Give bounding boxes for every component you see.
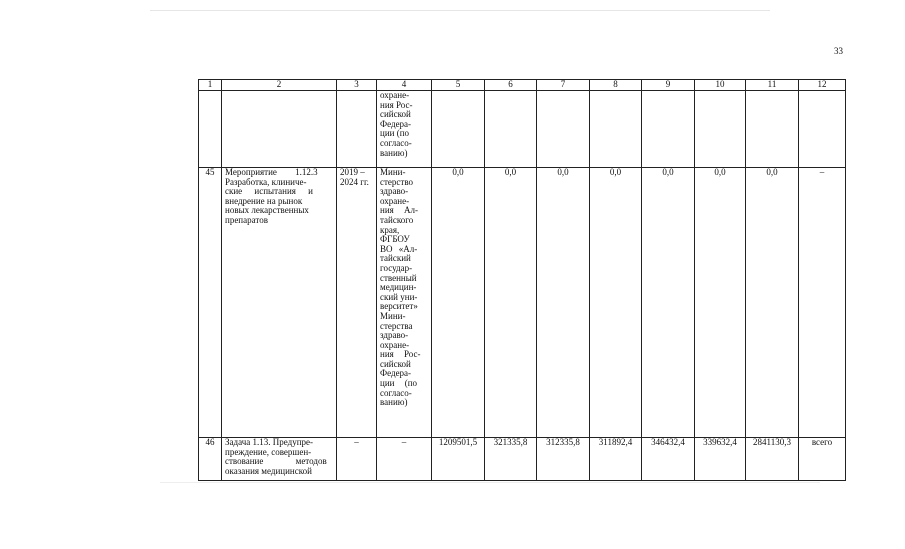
cell-value: 1209501,5 [432,438,485,481]
text-line: Федера- [380,118,412,129]
cell-source [799,91,846,168]
cell-value [642,91,695,168]
header-cell-12: 12 [799,80,846,91]
text-line: ванию) [380,147,408,158]
text-line: охране- [380,90,410,100]
cell-executor [377,91,432,168]
header-cell-3: 3 [337,80,377,91]
scan-artifact-top [150,10,770,11]
text-line: Мероприятие 1.12.3 [225,167,318,177]
text-line: края, [380,224,400,235]
text-line: здраво- [380,330,409,341]
header-cell-9: 9 [642,80,695,91]
text-line: тайский [380,253,411,264]
cell-value: 0,0 [746,168,799,438]
cell-value: 311892,4 [590,438,642,481]
cell-name [222,438,337,481]
cell-name [222,168,337,438]
cell-value: 339632,4 [695,438,746,481]
text-line: ния Ал- [380,205,419,216]
page-number: 33 [834,46,843,56]
cell-num: 46 [199,438,222,481]
text-line: сийской [380,109,411,120]
cell-value: 321335,8 [485,438,537,481]
cell-value: 346432,4 [642,438,695,481]
text-line: Разработка, клиниче- [225,176,307,187]
text-line: Мини- [380,310,406,321]
cell-value [695,91,746,168]
cell-period [337,91,377,168]
header-cell-7: 7 [537,80,590,91]
header-row [199,80,846,91]
text-line: ВО «Ал- [380,243,418,254]
cell-executor [377,168,432,438]
header-cell-11: 11 [746,80,799,91]
text-line: тайского [380,214,414,225]
text-line: Мини- [380,167,406,177]
text-line: внедрение на рынок [225,195,303,206]
text-line: стерство [380,176,414,187]
text-line: 2024 гг. [340,176,369,187]
scan-artifact-bottom [160,482,820,483]
text-line: медицин- [380,282,417,293]
text-line: стерства [380,320,413,331]
header-cell-8: 8 [590,80,642,91]
cell-num: 45 [199,168,222,438]
text-line: государ- [380,262,413,273]
cell-value [432,91,485,168]
cell-source: – [799,168,846,438]
header-cell-5: 5 [432,80,485,91]
text-line: препаратов [225,214,268,225]
table-row-continuation [199,91,846,168]
table-row-46 [199,438,846,481]
cell-source: всего [799,438,846,481]
cell-period: – [337,438,377,481]
measures-table [198,79,846,481]
text-line: согласо- [380,137,412,148]
text-line: Задача 1.13. Предупре- [225,437,314,447]
text-line: оказания медицинской [225,465,312,476]
cell-value [746,91,799,168]
header-cell-4: 4 [377,80,432,91]
text-line: сийской [380,358,411,369]
cell-value [590,91,642,168]
cell-value: 0,0 [642,168,695,438]
text-line: согласо- [380,387,412,398]
header-cell-6: 6 [485,80,537,91]
text-line: ские испытания и [225,186,313,197]
cell-value: 0,0 [590,168,642,438]
table-row-45 [199,168,846,438]
text-line: 2019 – [340,167,365,177]
cell-value: 312335,8 [537,438,590,481]
cell-value [485,91,537,168]
text-line: ния Рос- [380,99,413,110]
cell-value: 0,0 [432,168,485,438]
text-line: ния Рос- [380,349,421,360]
header-cell-2: 2 [222,80,337,91]
text-line: преждение, совершен- [225,446,312,457]
text-line: ции (по [380,128,410,139]
text-line: верситет» [380,301,418,312]
cell-num [199,91,222,168]
text-line: охране- [380,195,410,206]
cell-value: 0,0 [695,168,746,438]
text-line: ский уни- [380,291,418,302]
cell-value: 0,0 [537,168,590,438]
text-line: ФГБОУ [380,234,410,245]
cell-value [537,91,590,168]
cell-executor: – [377,438,432,481]
text-line: ванию) [380,397,408,408]
cell-period [337,168,377,438]
cell-name [222,91,337,168]
text-line: ствование методов [225,456,327,467]
header-cell-10: 10 [695,80,746,91]
text-line: здраво- [380,186,409,197]
cell-value: 2841130,3 [746,438,799,481]
cell-value: 0,0 [485,168,537,438]
text-line: ции (по [380,378,418,389]
text-line: ственный [380,272,417,283]
header-cell-1: 1 [199,80,222,91]
text-line: новых лекарственных [225,205,309,216]
text-line: охране- [380,339,410,350]
text-line: Федера- [380,368,412,379]
